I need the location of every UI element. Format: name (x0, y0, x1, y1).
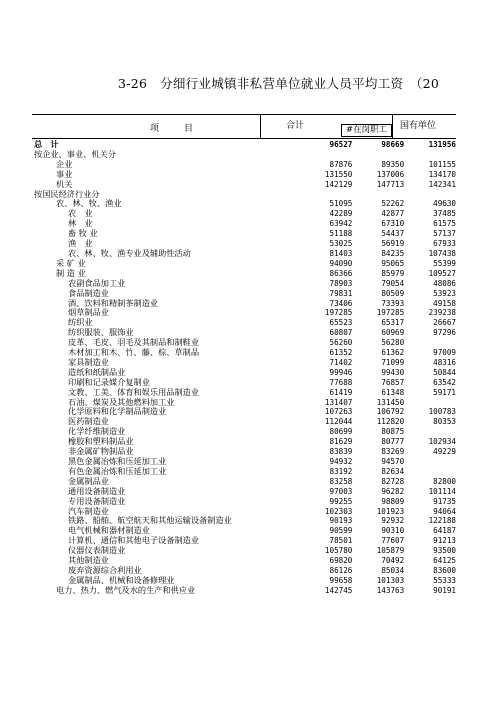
cell-soe: 102934 (428, 437, 456, 447)
cell-onpost: 98809 (381, 496, 405, 506)
row-label: 食品制造业 (68, 287, 109, 298)
cell-onpost: 82634 (381, 466, 405, 476)
cell-total: 65523 (329, 318, 353, 328)
cell-total: 112044 (324, 417, 353, 427)
cell-onpost: 85034 (381, 565, 405, 575)
cell-soe: 142341 (428, 179, 456, 189)
cell-total: 131407 (324, 397, 353, 407)
table-row (32, 586, 456, 596)
cell-onpost: 101303 (376, 575, 405, 585)
cell-total: 80699 (329, 427, 353, 437)
cell-total: 81629 (329, 437, 353, 447)
cell-soe (404, 338, 456, 348)
cell-onpost: 137006 (376, 169, 405, 179)
header-item: 项 目 (150, 124, 202, 134)
cell-onpost: 70492 (381, 556, 405, 566)
cell-total: 131550 (324, 169, 353, 179)
cell-total (299, 150, 352, 160)
cell-total: 78501 (329, 536, 353, 546)
cell-total: 142129 (324, 179, 353, 189)
table-row (32, 150, 456, 160)
row-label: 黑色金属冶炼和压延加工业 (68, 456, 167, 466)
row-label: 其他制造业 (68, 555, 109, 566)
cell-total: 83192 (329, 466, 353, 476)
cell-soe: 26667 (433, 318, 456, 328)
cell-onpost: 80777 (381, 437, 405, 447)
row-label: 汽车制造业 (68, 505, 109, 516)
cell-soe: 55399 (433, 258, 456, 268)
table-body (32, 140, 456, 596)
table-header-rule (32, 138, 456, 139)
cell-onpost: 94570 (381, 457, 405, 466)
table-row (32, 289, 456, 299)
row-label: 木材加工和木、竹、藤、棕、草制品 (68, 347, 200, 358)
cell-onpost: 82728 (381, 476, 405, 486)
cell-comment-note[interactable]: #在岗职工 (341, 124, 392, 137)
cell-onpost: 56919 (381, 239, 405, 249)
cell-soe: 83600 (433, 565, 456, 575)
cell-onpost: 84235 (381, 248, 405, 258)
header-divider (392, 114, 393, 138)
cell-total: 94932 (329, 457, 353, 466)
cell-soe: 49630 (433, 199, 456, 209)
cell-soe: 67933 (433, 239, 456, 249)
cell-soe: 91213 (433, 536, 456, 546)
cell-soe: 97296 (433, 328, 456, 338)
cell-total: 42289 (329, 209, 353, 219)
row-label: 橡胶和塑料制品业 (68, 436, 134, 447)
cell-total: 71402 (329, 357, 353, 367)
row-label: 电力、热力、燃气及水的生产和供应业 (56, 584, 196, 595)
cell-total: 86126 (329, 565, 353, 575)
cell-soe: 50844 (433, 367, 456, 377)
cell-soe: 64187 (433, 526, 456, 536)
row-label: 总 计 (34, 139, 59, 149)
cell-onpost: 73393 (381, 298, 405, 308)
row-label: 通用设备制造业 (68, 485, 126, 496)
row-label: 皮革、毛皮、羽毛及其制品和制鞋业 (68, 337, 200, 348)
cell-soe (404, 467, 456, 477)
cell-onpost: 101923 (376, 506, 405, 516)
cell-total: 90599 (329, 526, 353, 536)
cell-onpost: 61362 (381, 348, 405, 358)
cell-soe: 91735 (433, 496, 456, 506)
cell-total: 78903 (329, 278, 353, 288)
cell-total (299, 190, 352, 200)
cell-total: 97003 (329, 486, 353, 496)
cell-onpost: 80509 (381, 288, 405, 298)
row-label: 废弃资源综合利用业 (68, 564, 142, 575)
cell-onpost: 89350 (381, 159, 405, 169)
cell-soe (404, 398, 456, 408)
cell-total: 79831 (329, 288, 353, 298)
row-label: 化学纤维制造业 (68, 426, 126, 437)
row-label: 印刷和记录媒介复制业 (68, 376, 150, 387)
row-label: 按企业、事业、机关分 (34, 148, 116, 159)
cell-soe (404, 457, 456, 467)
cell-soe: 100783 (428, 407, 456, 417)
cell-soe (404, 427, 456, 437)
cell-soe (404, 150, 456, 160)
cell-soe: 53923 (433, 288, 456, 298)
cell-total: 83258 (329, 476, 353, 486)
cell-soe: 131956 (428, 140, 456, 149)
row-label: 非金属矿物制品业 (68, 446, 134, 457)
cell-onpost: 197285 (376, 308, 405, 318)
cell-onpost: 42877 (381, 209, 405, 219)
cell-total: 107263 (324, 407, 353, 417)
cell-total: 77688 (329, 377, 353, 387)
row-label: 医药制造业 (68, 416, 109, 427)
cell-soe: 94064 (433, 506, 456, 516)
table-row (32, 259, 456, 269)
cell-onpost (352, 190, 404, 200)
row-label: 农、林、牧、渔专业及辅助性活动 (68, 247, 191, 258)
cell-soe: 63542 (433, 377, 456, 387)
cell-total: 69820 (329, 556, 353, 566)
cell-total: 63942 (329, 219, 353, 229)
row-label: 事业 (56, 168, 73, 179)
row-label: 专用设备制造业 (68, 495, 126, 506)
row-label: 按国民经济行业分 (34, 188, 100, 199)
header-divider (260, 114, 261, 138)
row-label: 农 业 (68, 208, 93, 219)
row-label: 化学原料和化学制品制造业 (68, 406, 167, 417)
cell-soe: 239238 (428, 308, 456, 318)
row-label: 畜 牧 业 (68, 228, 98, 239)
cell-soe: 134170 (428, 169, 456, 179)
cell-total: 51095 (329, 199, 353, 209)
cell-soe: 57137 (433, 229, 456, 239)
cell-total: 61419 (329, 387, 353, 397)
cell-onpost: 85979 (381, 268, 405, 278)
cell-soe: 101155 (428, 159, 456, 169)
row-label: 造纸和纸制品业 (68, 366, 126, 377)
header-total: 合计 (286, 121, 305, 131)
cell-soe: 109527 (428, 268, 456, 278)
row-label: 计算机、通信和其他电子设备制造业 (68, 535, 200, 546)
row-label: 有色金属冶炼和压延加工业 (68, 465, 167, 476)
cell-onpost: 131450 (376, 397, 405, 407)
table-row (32, 308, 456, 318)
cell-total: 102303 (324, 506, 353, 516)
cell-total: 61352 (329, 348, 353, 358)
cell-soe: 107438 (428, 248, 456, 258)
row-label: 电气机械和器材制造业 (68, 525, 150, 536)
cell-onpost: 95065 (381, 258, 405, 268)
cell-total: 197285 (324, 308, 353, 318)
cell-onpost: 52262 (381, 199, 405, 209)
row-label: 机关 (56, 178, 73, 189)
cell-total: 90193 (329, 516, 353, 526)
row-label: 烟草制品业 (68, 307, 109, 318)
cell-onpost: 61348 (381, 387, 405, 397)
row-label: 林 业 (68, 218, 93, 229)
cell-total: 87876 (329, 159, 353, 169)
cell-onpost: 54437 (381, 229, 405, 239)
cell-soe: 61575 (433, 219, 456, 229)
header-soe: 国有单位 (400, 121, 437, 131)
row-label: 文教、工美、体育和娱乐用品制造业 (68, 386, 200, 397)
wage-table (32, 140, 456, 596)
table-row (32, 229, 456, 239)
cell-onpost: 80875 (381, 427, 405, 437)
cell-soe: 48316 (433, 357, 456, 367)
table-row (32, 209, 456, 219)
cell-total: 99658 (329, 575, 353, 585)
cell-onpost: 105879 (376, 546, 405, 556)
cell-onpost: 143763 (376, 585, 405, 595)
cell-onpost: 65317 (381, 318, 405, 328)
cell-onpost: 92932 (381, 516, 405, 526)
cell-onpost: 99430 (381, 367, 405, 377)
cell-onpost: 67310 (381, 219, 405, 229)
row-label: 制 造 业 (56, 267, 86, 278)
table-row (32, 160, 456, 170)
cell-soe: 55333 (433, 575, 456, 585)
cell-onpost: 83269 (381, 447, 405, 457)
cell-soe: 49158 (433, 298, 456, 308)
cell-soe: 97009 (433, 348, 456, 358)
cell-total: 94090 (329, 258, 353, 268)
row-label: 铁路、船舶、航空航天和其他运输设备制造业 (68, 515, 232, 526)
cell-onpost: 98669 (381, 140, 405, 149)
cell-soe (404, 190, 456, 200)
cell-total: 105780 (324, 546, 353, 556)
cell-total: 81403 (329, 248, 353, 258)
row-label: 石油、煤炭及其他燃料加工业 (68, 396, 175, 407)
cell-onpost: 77607 (381, 536, 405, 546)
row-label: 农副食品加工业 (68, 277, 126, 288)
cell-onpost: 90310 (381, 526, 405, 536)
cell-onpost: 112820 (376, 417, 405, 427)
cell-onpost: 79054 (381, 278, 405, 288)
row-label: 采 矿 业 (56, 257, 86, 268)
row-label: 家具制造业 (68, 356, 109, 367)
row-label: 企业 (56, 158, 73, 169)
cell-total: 83839 (329, 447, 353, 457)
cell-onpost: 106792 (376, 407, 405, 417)
cell-total: 56260 (329, 338, 353, 348)
row-label: 仪器仪表制造业 (68, 545, 126, 556)
cell-onpost: 147713 (376, 179, 405, 189)
cell-total: 60807 (329, 328, 353, 338)
cell-soe: 37485 (433, 209, 456, 219)
row-label: 纺织服装、服饰业 (68, 327, 134, 338)
cell-onpost: 71099 (381, 357, 405, 367)
cell-total: 142745 (324, 585, 353, 595)
cell-soe: 49229 (433, 447, 456, 457)
row-label: 农、林、牧、渔业 (56, 198, 122, 209)
table-row (32, 199, 456, 209)
cell-onpost: 60969 (381, 328, 405, 338)
cell-soe: 80353 (433, 417, 456, 427)
cell-soe: 48086 (433, 278, 456, 288)
row-label: 酒、饮料和精制茶制造业 (68, 297, 159, 308)
page-title: 3-26 分细行业城镇非私营单位就业人员平均工资 （20 (118, 76, 440, 91)
cell-soe: 64125 (433, 556, 456, 566)
cell-soe: 90191 (433, 585, 456, 595)
table-row (32, 170, 456, 180)
cell-soe: 101114 (428, 486, 456, 496)
cell-total: 99255 (329, 496, 353, 506)
cell-soe: 122188 (428, 516, 456, 526)
cell-onpost: 76857 (381, 377, 405, 387)
cell-total: 73406 (329, 298, 353, 308)
cell-soe: 93500 (433, 546, 456, 556)
cell-soe: 82800 (433, 476, 456, 486)
cell-total: 86366 (329, 268, 353, 278)
cell-total: 99946 (329, 367, 353, 377)
cell-total: 51188 (329, 229, 353, 239)
cell-onpost (352, 150, 404, 160)
table-row (32, 249, 456, 259)
row-label: 金属制品、机械和设备修理业 (68, 574, 175, 585)
row-label: 渔 业 (68, 238, 93, 249)
cell-onpost: 96282 (381, 486, 405, 496)
row-label: 金属制品业 (68, 475, 109, 486)
cell-soe: 59171 (433, 387, 456, 397)
cell-onpost: 56280 (381, 338, 405, 348)
cell-total: 96527 (329, 140, 353, 149)
row-label: 纺织业 (68, 317, 93, 328)
cell-total: 53025 (329, 239, 353, 249)
